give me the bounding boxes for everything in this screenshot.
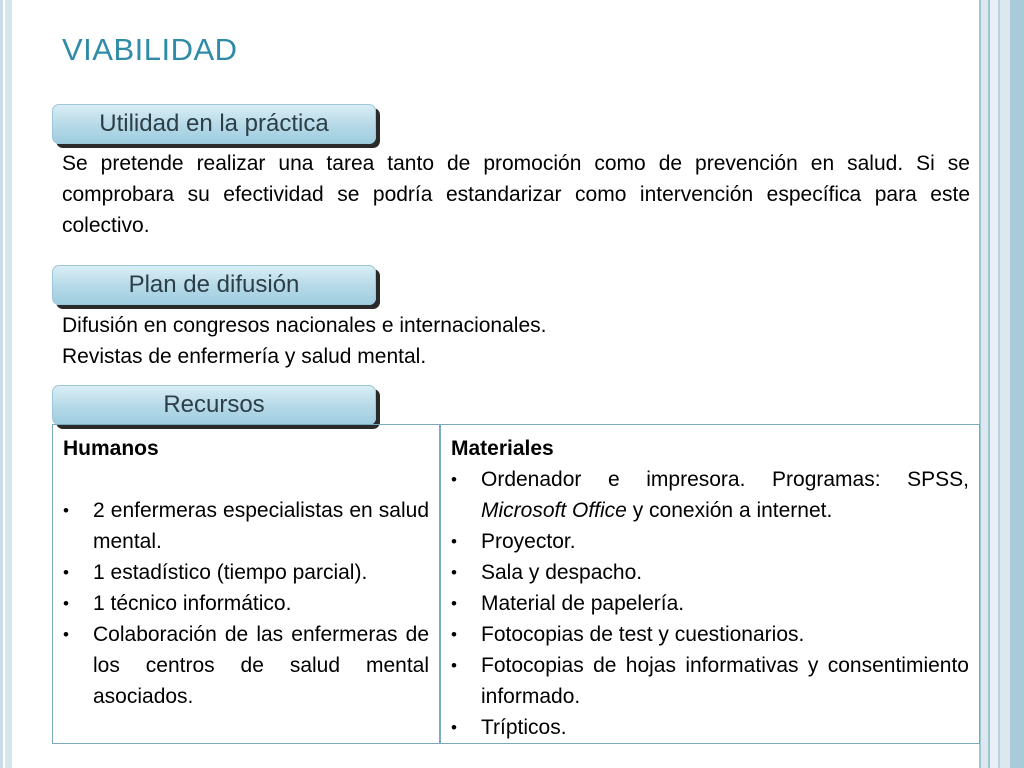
list-item: • Colaboración de las enfermeras de los centros de salud mental asociados. xyxy=(63,619,429,712)
left-frame-decoration xyxy=(0,0,12,768)
list-item-italic: Microsoft Office xyxy=(481,499,627,522)
materiales-list xyxy=(451,464,969,743)
difusion-line: Difusión en congresos nacionales e internacionales. xyxy=(62,314,547,337)
materiales-header: Materiales xyxy=(451,437,554,460)
list-item: • 2 enfermeras especialistas en salud mental. xyxy=(63,495,429,557)
section-label-utilidad: Utilidad en la práctica xyxy=(52,104,376,144)
materiales-column xyxy=(441,425,979,743)
list-item: • 1 estadístico (tiempo parcial). xyxy=(63,557,429,588)
humanos-column xyxy=(53,425,441,743)
right-frame-decoration xyxy=(976,0,1024,768)
difusion-line: Revistas de enfermería y salud mental. xyxy=(62,345,427,368)
list-item xyxy=(451,464,969,526)
resources-table xyxy=(52,424,980,744)
list-item: • Fotocopias de hojas informativas y consentimiento informado. xyxy=(451,650,969,712)
difusion-text xyxy=(62,310,970,372)
list-item: • Material de papelería. xyxy=(451,588,969,619)
utilidad-paragraph: Se pretende realizar una tarea tanto de promoción como de prevención en salud. Si se comprobara su efectividad se podría estandarizar como intervención específica para este colectivo. xyxy=(62,152,970,237)
list-item-text: y conexión a internet. xyxy=(626,499,833,522)
humanos-list xyxy=(63,495,429,712)
list-item-text: Ordenador e impresora. Programas: SPSS, xyxy=(481,468,969,491)
section-label-difusion: Plan de difusión xyxy=(52,265,376,305)
humanos-header: Humanos xyxy=(63,437,159,460)
list-item: • 1 técnico informático. xyxy=(63,588,429,619)
list-item: • Fotocopias de test y cuestionarios. xyxy=(451,619,969,650)
list-item: • Trípticos. xyxy=(451,712,969,743)
section-label-recursos: Recursos xyxy=(52,385,376,425)
list-item: • Sala y despacho. xyxy=(451,557,969,588)
list-item: • Proyector. xyxy=(451,526,969,557)
slide-title: VIABILIDAD xyxy=(62,32,238,67)
